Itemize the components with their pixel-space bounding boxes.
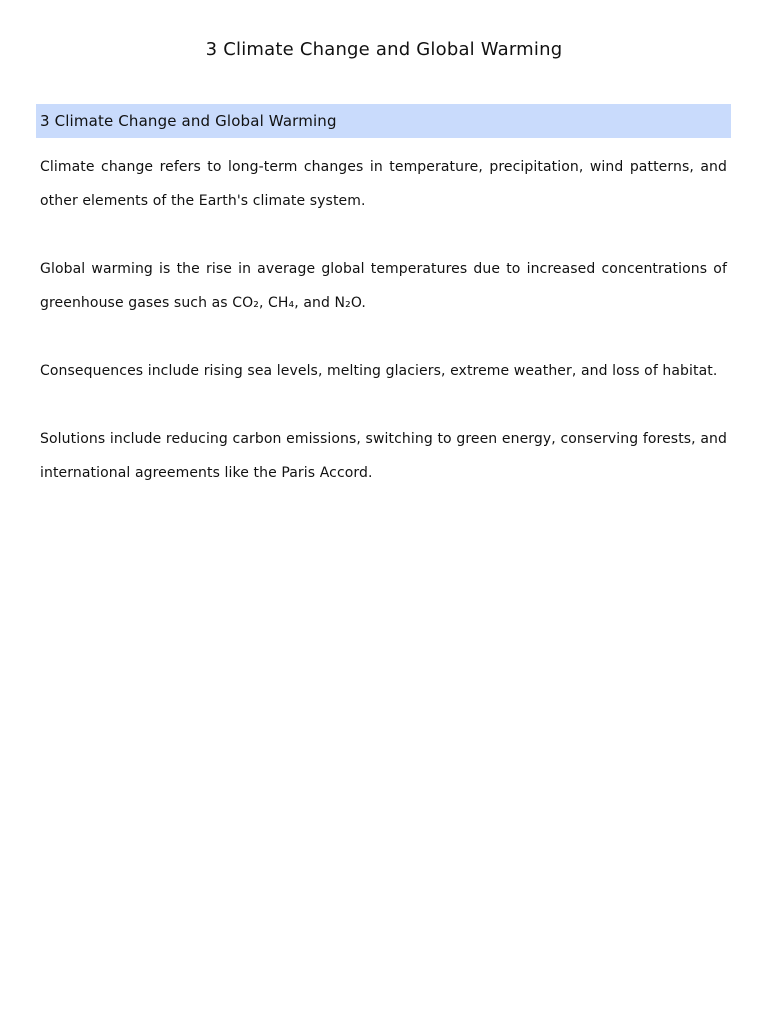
paragraph-consequences: Consequences include rising sea levels, melting glaciers, extreme weather, and loss of habitat. — [40, 363, 718, 379]
paragraph-definition-global-warming: Global warming is the rise in average global temperatures due to increased concentrations of greenhouse gases such as CO₂, CH₄, and N₂O. — [40, 261, 727, 311]
document-title: 3 Climate Change and Global Warming — [205, 39, 563, 60]
paragraph-definition-climate-change: Climate change refers to long-term changes in temperature, precipitation, wind patterns, and other elements of the Earth's climate system. — [40, 159, 727, 209]
section-heading: 3 Climate Change and Global Warming — [36, 104, 731, 138]
document-body — [40, 150, 727, 524]
paragraph-solutions: Solutions include reducing carbon emissions, switching to green energy, conserving forests, and international agreements like the Paris Accord. — [40, 431, 727, 481]
